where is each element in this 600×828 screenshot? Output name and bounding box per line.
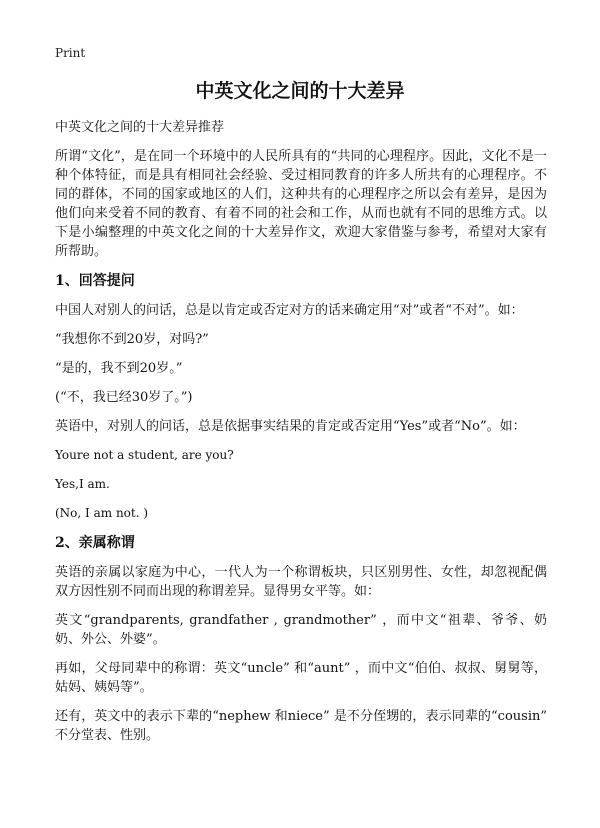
paragraph: 再如，父母同辈中的称谓：英文“uncle” 和“aunt” ，而中文“伯伯、叔叔、舅舅等，姑妈、姨妈等”。: [55, 661, 547, 695]
paragraph: 英语的亲属以家庭为中心，一代人为一个称谓板块，只区别男性、女性，却忽视配偶双方因性别不同而出现的称谓差异。显得男女平等。如：: [55, 565, 547, 599]
paragraph: “我想你不到20岁，对吗?”: [55, 332, 209, 347]
section-heading-kinship-terms: 2、亲属称谓: [55, 535, 135, 551]
paragraph: “是的，我不到20岁。”: [55, 361, 183, 376]
paragraph: Youre not a student, are you?: [55, 448, 234, 462]
intro-paragraph: 所谓“文化”，是在同一个环境中的人民所具有的“共同的心理程序。因此，文化不是一种个体特征，而是具有相同社会经验、受过相同教育的许多人所共有的心理程序。不同的群体，不同的国家或地区的人们，这种共有的心理程序之所以会有差异，是因为他们向来受着不同的教育、有着不同的社会和工作，从而也就有不同的思维方式。以下是小编整理的中英文化之间的十大差异作文，欢迎大家借鉴与参考，希望对大家有所帮助。: [55, 149, 547, 259]
paragraph: 中国人对别人的问话，总是以肯定或否定对方的话来确定用“对”或者“不对”。如：: [55, 303, 524, 318]
section-heading-answering-questions: 1、回答提问: [55, 273, 135, 289]
paragraph: Yes,I am.: [55, 477, 110, 491]
print-link[interactable]: Print: [55, 46, 86, 60]
paragraph: 还有，英文中的表示下辈的“nephew 和niece” 是不分侄甥的，表示同辈的“cousin” 不分堂表、性别。: [55, 709, 547, 743]
paragraph: (“不，我已经30岁了。”): [55, 390, 193, 405]
document-body: [55, 118, 547, 755]
paragraph: (No, I am not. ): [55, 506, 149, 520]
document-title: 中英文化之间的十大差异: [195, 80, 405, 102]
paragraph: 英文“grandparents, grandfather , grandmother” ，而中文“祖辈、爷爷、奶奶、外公、外婆”。: [55, 613, 547, 647]
document-subtitle: 中英文化之间的十大差异推荐: [55, 120, 225, 135]
paragraph: 英语中，对别人的问话，总是依据事实结果的肯定或否定用“Yes”或者“No”。如：: [55, 419, 526, 434]
